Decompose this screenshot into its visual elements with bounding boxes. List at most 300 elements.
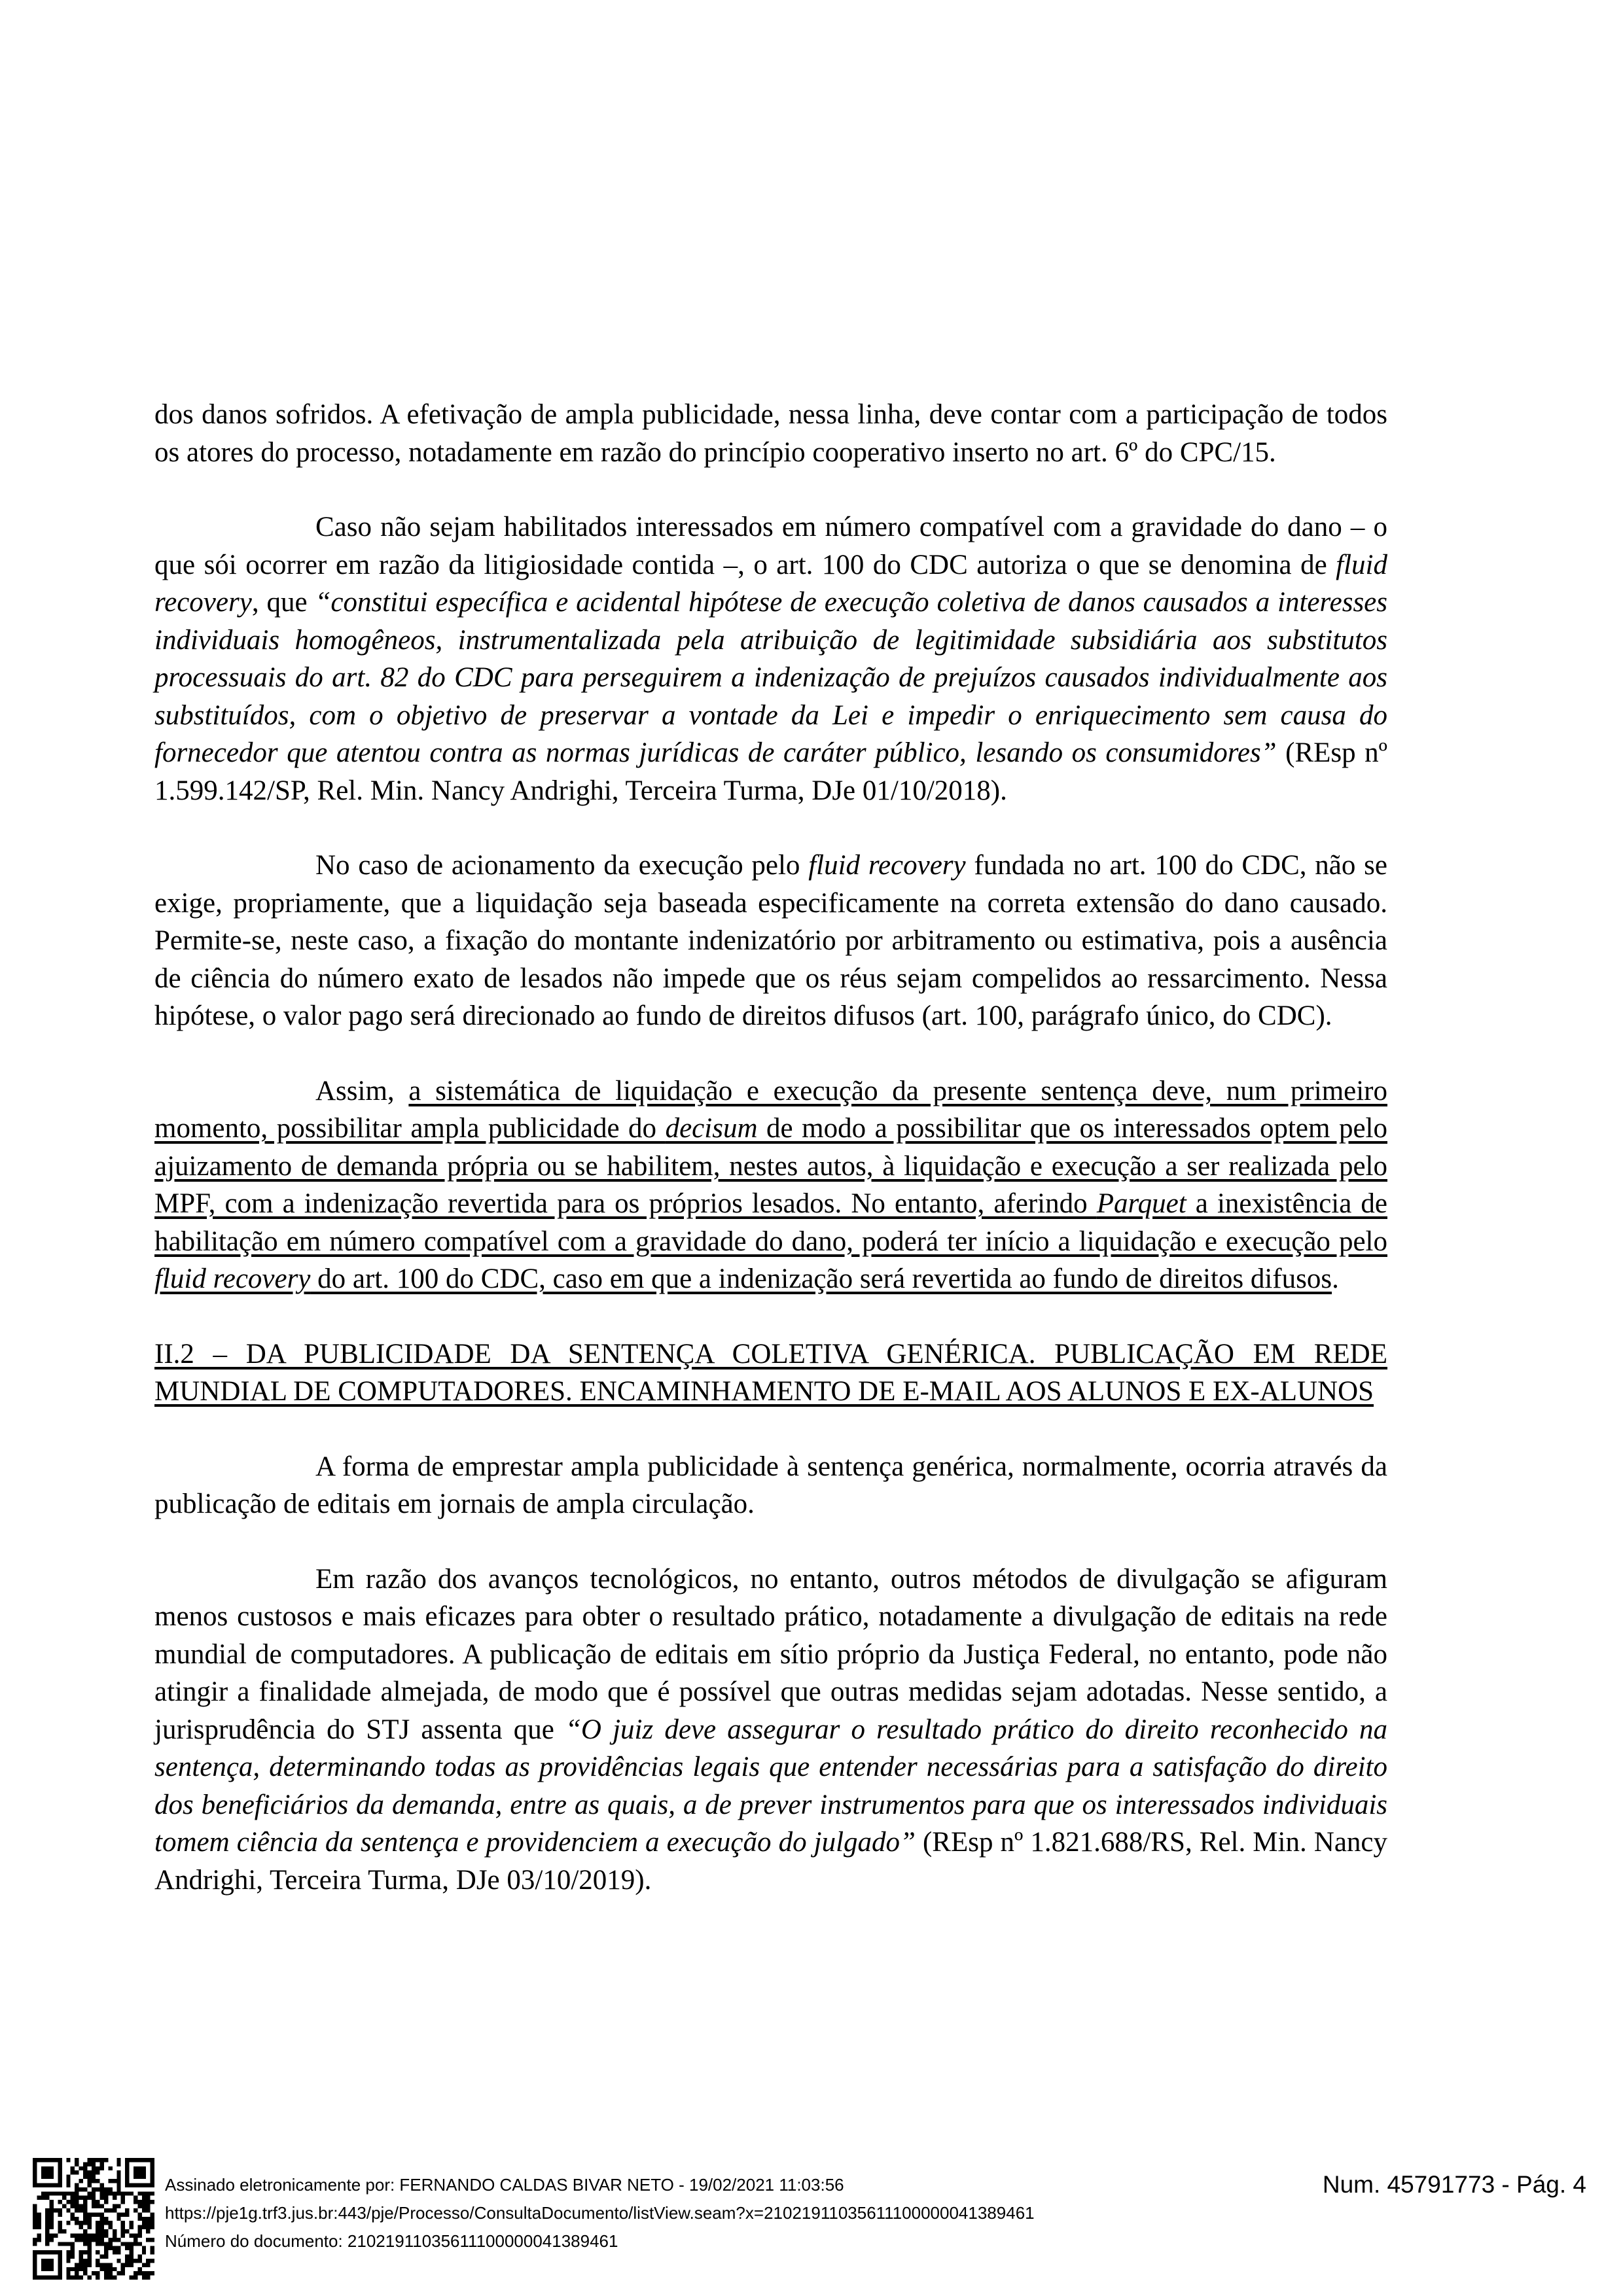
qr-module (62, 2196, 66, 2200)
qr-module (130, 2276, 134, 2280)
qr-module (142, 2191, 146, 2195)
qr-module (87, 2246, 91, 2250)
qr-module (137, 2233, 141, 2237)
qr-module (83, 2200, 87, 2204)
qr-module (66, 2250, 70, 2254)
qr-module (100, 2158, 104, 2162)
qr-module (137, 2242, 141, 2246)
qr-module (96, 2166, 99, 2170)
qr-module (134, 2233, 137, 2237)
qr-module (79, 2267, 83, 2271)
qr-module (75, 2276, 79, 2280)
qr-module (75, 2158, 79, 2162)
qr-module (62, 2191, 66, 2195)
qr-module (71, 2204, 75, 2208)
p4-text-a: Assim, (315, 1075, 409, 1106)
qr-module (96, 2250, 99, 2254)
qr-module (113, 2250, 116, 2254)
qr-module (96, 2179, 99, 2183)
qr-module (108, 2179, 112, 2183)
qr-module (75, 2162, 79, 2166)
qr-module (113, 2208, 116, 2212)
qr-module (100, 2196, 104, 2200)
qr-module (116, 2259, 120, 2263)
qr-module (134, 2200, 137, 2204)
qr-module (137, 2200, 141, 2204)
qr-module (151, 2225, 154, 2229)
qr-module (79, 2208, 83, 2212)
qr-module (50, 2204, 54, 2208)
qr-module (100, 2204, 104, 2208)
qr-module (130, 2246, 134, 2250)
qr-module (113, 2246, 116, 2250)
qr-module (108, 2267, 112, 2271)
qr-module (125, 2242, 129, 2246)
p2-text-c: , que (251, 587, 315, 618)
qr-module (142, 2204, 146, 2208)
qr-module (146, 2263, 150, 2267)
qr-module (87, 2250, 91, 2254)
qr-module (75, 2271, 79, 2275)
qr-module (45, 2238, 49, 2242)
qr-module (79, 2187, 83, 2191)
qr-module (50, 2221, 54, 2225)
qr-module (151, 2238, 154, 2242)
qr-module (92, 2162, 96, 2166)
paragraph-6 (154, 1561, 1387, 1899)
qr-module (66, 2183, 70, 2187)
qr-module (75, 2170, 79, 2174)
qr-module (71, 2217, 75, 2221)
qr-module (54, 2208, 58, 2212)
qr-module (87, 2255, 91, 2259)
qr-module (104, 2208, 108, 2212)
qr-module (121, 2229, 125, 2233)
qr-module (37, 2233, 41, 2237)
qr-module (100, 2212, 104, 2216)
qr-module (66, 2208, 70, 2212)
qr-module (100, 2191, 104, 2195)
qr-module (137, 2191, 141, 2195)
qr-module (54, 2233, 58, 2237)
qr-module (100, 2242, 104, 2246)
qr-module (121, 2263, 125, 2267)
qr-module (92, 2166, 96, 2170)
qr-module (87, 2242, 91, 2246)
qr-module (79, 2263, 83, 2267)
qr-module (116, 2238, 120, 2242)
qr-module (83, 2162, 87, 2166)
qr-module (66, 2158, 70, 2162)
qr-module (87, 2196, 91, 2200)
qr-module (83, 2242, 87, 2246)
qr-module (87, 2233, 91, 2237)
qr-module (96, 2238, 99, 2242)
qr-module (125, 2212, 129, 2216)
qr-module (96, 2242, 99, 2246)
qr-module (83, 2267, 87, 2271)
qr-module (33, 2225, 37, 2229)
qr-module (121, 2233, 125, 2237)
qr-module (108, 2246, 112, 2250)
qr-module (41, 2196, 45, 2200)
qr-module (50, 2200, 54, 2204)
qr-module (100, 2221, 104, 2225)
qr-module (45, 2233, 49, 2237)
qr-module (75, 2196, 79, 2200)
qr-module (134, 2271, 137, 2275)
p3-text-c: fundada no art. 100 do CDC, não se exige, propriamente, que a liquidação seja baseada especificamente na correta extensão do dano causado. Permite-se, neste caso, a fixação do montante indenizatório por arbitramento ou estimativa, pois a ausência de ciência do número exato de lesados não impede que os réus sejam compelidos ao ressarcimento. Nessa hipótese, o valor pago será direcionado ao fundo de direitos difusos (art. 100, parágrafo único, do CDC). (154, 850, 1387, 1031)
qr-module (79, 2225, 83, 2229)
qr-module (58, 2242, 62, 2246)
qr-module (87, 2162, 91, 2166)
qr-module (87, 2225, 91, 2229)
document-number: Número do documento: 21021911035611100000041389461 (165, 2231, 618, 2251)
qr-module (83, 2196, 87, 2200)
qr-module (75, 2263, 79, 2267)
qr-module (121, 2271, 125, 2275)
qr-module (137, 2204, 141, 2208)
qr-module (142, 2246, 146, 2250)
qr-module (108, 2263, 112, 2267)
qr-module (116, 2217, 120, 2221)
qr-module (66, 2259, 70, 2263)
qr-module (104, 2196, 108, 2200)
p4-underlined-d: de modo a possibilitar que os interessados optem pelo ajuizamento de demanda própria ou se habilitem, nestes autos, à liquidação e execução a ser realizada pelo MPF, com a indenização revertida para os próprios lesados. No entanto, aferindo (154, 1113, 1387, 1219)
qr-module (146, 2200, 150, 2204)
qr-module (125, 2191, 129, 2195)
qr-module (71, 2250, 75, 2254)
p2-citation: (REsp nº 1.599.142/SP, Rel. Min. Nancy Andrighi, Terceira Turma, DJe 01/10/2018). (154, 737, 1387, 806)
qr-module (134, 2276, 137, 2280)
qr-module (92, 2158, 96, 2162)
qr-module (113, 2267, 116, 2271)
qr-module (137, 2271, 141, 2275)
qr-module (96, 2259, 99, 2263)
qr-module (108, 2191, 112, 2195)
qr-module (92, 2196, 96, 2200)
qr-module (83, 2208, 87, 2212)
qr-module (151, 2246, 154, 2250)
qr-module (151, 2217, 154, 2221)
qr-module (83, 2175, 87, 2179)
qr-module (71, 2242, 75, 2246)
qr-module (104, 2246, 108, 2250)
qr-module (108, 2221, 112, 2225)
qr-module (58, 2225, 62, 2229)
qr-module (121, 2242, 125, 2246)
qr-module (79, 2259, 83, 2263)
qr-module (113, 2204, 116, 2208)
qr-module (83, 2166, 87, 2170)
paragraph-3 (154, 847, 1387, 1035)
qr-module (116, 2204, 120, 2208)
qr-module (104, 2221, 108, 2225)
qr-module (108, 2271, 112, 2275)
qr-module (71, 2276, 75, 2280)
qr-module (100, 2183, 104, 2187)
qr-module (92, 2204, 96, 2208)
qr-module (100, 2166, 104, 2170)
qr-module (92, 2200, 96, 2204)
qr-module (79, 2276, 83, 2280)
qr-module (79, 2238, 83, 2242)
qr-module (104, 2255, 108, 2259)
qr-module (125, 2259, 129, 2263)
qr-module (142, 2221, 146, 2225)
qr-module (130, 2191, 134, 2195)
qr-module (87, 2170, 91, 2174)
qr-module (66, 2175, 70, 2179)
qr-module (146, 2276, 150, 2280)
p4-underlined-h: do art. 100 do CDC, caso em que a indenização será revertida ao fundo de direitos difusos (310, 1263, 1332, 1294)
qr-module (104, 2229, 108, 2233)
qr-module (33, 2221, 37, 2225)
qr-module (62, 2229, 66, 2233)
qr-module (130, 2242, 134, 2246)
qr-module (92, 2187, 96, 2191)
qr-module (104, 2217, 108, 2221)
qr-module (79, 2179, 83, 2183)
qr-module (100, 2225, 104, 2229)
qr-module (142, 2250, 146, 2254)
qr-module (87, 2175, 91, 2179)
qr-module (83, 2263, 87, 2267)
qr-module (79, 2250, 83, 2254)
qr-module (130, 2233, 134, 2237)
qr-module (146, 2196, 150, 2200)
signature-footer (165, 2171, 1035, 2255)
qr-module (116, 2271, 120, 2275)
qr-module (33, 2208, 37, 2212)
qr-module (83, 2187, 87, 2191)
p2-fluid-recovery: fluid recovery (154, 549, 1387, 618)
qr-module (142, 2225, 146, 2229)
qr-module (37, 2238, 41, 2242)
qr-code-icon (33, 2158, 154, 2280)
qr-module (87, 2217, 91, 2221)
qr-module (104, 2276, 108, 2280)
qr-module (130, 2263, 134, 2267)
qr-module (151, 2259, 154, 2263)
qr-module (87, 2238, 91, 2242)
qr-module (96, 2229, 99, 2233)
qr-module (113, 2196, 116, 2200)
qr-module (96, 2263, 99, 2267)
qr-module (45, 2196, 49, 2200)
qr-module (121, 2267, 125, 2271)
qr-module (66, 2271, 70, 2275)
qr-module (33, 2217, 37, 2221)
qr-module (113, 2229, 116, 2233)
qr-module (113, 2276, 116, 2280)
qr-module (45, 2225, 49, 2229)
qr-module (71, 2255, 75, 2259)
section-heading-text: II.2 – DA PUBLICIDADE DA SENTENÇA COLETIVA GENÉRICA. PUBLICAÇÃO EM REDE MUNDIAL DE COMPUTADORES. ENCAMINHAMENTO DE E-MAIL AOS ALUNOS E EX-ALUNOS (154, 1338, 1387, 1407)
qr-module (92, 2238, 96, 2242)
qr-module (66, 2255, 70, 2259)
qr-module (121, 2212, 125, 2216)
qr-module (108, 2276, 112, 2280)
paragraph-2 (154, 508, 1387, 809)
qr-module (121, 2221, 125, 2225)
qr-module (146, 2225, 150, 2229)
qr-module (83, 2221, 87, 2225)
qr-module (134, 2196, 137, 2200)
p2-quote: “constitui específica e acidental hipótese de execução coletiva de danos causados a interesses individuais homogêneos, instrumentalizada pela atribuição de legitimidade subsidiária aos substitutos processuais do art. 82 do CDC para perseguirem a indenização de prejuízos causados individualmente aos substituídos, com o objetivo de preservar a vontade da Lei e impedir o enriquecimento sem causa do fornecedor que atentou contra as normas jurídicas de caráter público, lesando os consumidores” (154, 587, 1387, 768)
qr-module (87, 2179, 91, 2183)
qr-module (134, 2238, 137, 2242)
qr-module (116, 2250, 120, 2254)
qr-module (125, 2208, 129, 2212)
qr-module (96, 2200, 99, 2204)
qr-module (79, 2166, 83, 2170)
qr-module (83, 2250, 87, 2254)
qr-module (71, 2166, 75, 2170)
qr-module (108, 2225, 112, 2229)
qr-module (130, 2250, 134, 2254)
qr-module (50, 2217, 54, 2221)
qr-module (66, 2242, 70, 2246)
qr-module (50, 2208, 54, 2212)
qr-module (79, 2221, 83, 2225)
qr-module (83, 2212, 87, 2216)
qr-module (83, 2204, 87, 2208)
qr-module (50, 2225, 54, 2229)
qr-module (92, 2179, 96, 2183)
qr-module (75, 2238, 79, 2242)
qr-module (79, 2196, 83, 2200)
qr-module (75, 2200, 79, 2204)
qr-module (130, 2225, 134, 2229)
qr-module (50, 2233, 54, 2237)
qr-module (116, 2162, 120, 2166)
qr-module (87, 2263, 91, 2267)
qr-module (92, 2271, 96, 2275)
page-reference: Num. 45791773 - Pág. 4 (1322, 2171, 1586, 2198)
qr-module (45, 2221, 49, 2225)
qr-module (62, 2242, 66, 2246)
p4-decisum: decisum (665, 1113, 758, 1144)
qr-module (121, 2196, 125, 2200)
qr-module (100, 2255, 104, 2259)
qr-module (58, 2229, 62, 2233)
qr-module (71, 2170, 75, 2174)
p3-text-a: No caso de acionamento da execução pelo (315, 850, 809, 881)
qr-module (87, 2259, 91, 2263)
qr-module (142, 2196, 146, 2200)
qr-module (92, 2191, 96, 2195)
qr-module (83, 2229, 87, 2233)
qr-module (66, 2221, 70, 2225)
qr-module (50, 2212, 54, 2216)
qr-module (96, 2170, 99, 2174)
document-body (154, 396, 1387, 1899)
qr-module (104, 2267, 108, 2271)
qr-module (108, 2208, 112, 2212)
qr-module (45, 2217, 49, 2221)
qr-module (137, 2267, 141, 2271)
qr-module (83, 2238, 87, 2242)
qr-module (79, 2255, 83, 2259)
qr-module (116, 2170, 120, 2174)
qr-module (100, 2267, 104, 2271)
qr-module (146, 2191, 150, 2195)
qr-module (100, 2217, 104, 2221)
qr-module (151, 2221, 154, 2225)
qr-module (142, 2208, 146, 2212)
qr-module (125, 2263, 129, 2267)
qr-module (108, 2166, 112, 2170)
qr-module (130, 2255, 134, 2259)
p6-text-a: Em razão dos avanços tecnológicos, no entanto, outros métodos de divulgação se afiguram menos custosos e mais eficazes para obter o resultado prático, notadamente a divulgação de editais na rede mundial de computadores. A publicação de editais em sítio próprio da Justiça Federal, no entanto, pode não atingir a finalidade almejada, de modo que é possível que outras medidas sejam adotadas. Nesse sentido, a jurisprudência do STJ assenta que (154, 1563, 1387, 1745)
qr-module (113, 2233, 116, 2237)
section-heading (154, 1335, 1387, 1411)
qr-module (121, 2191, 125, 2195)
qr-module (37, 2225, 41, 2229)
qr-module (113, 2238, 116, 2242)
qr-module (113, 2179, 116, 2183)
qr-module (146, 2221, 150, 2225)
qr-module (75, 2267, 79, 2271)
qr-module (116, 2212, 120, 2216)
document-url[interactable]: https://pje1g.trf3.jus.br:443/pje/Processo/ConsultaDocumento/listView.seam?x=21021911035611100000041389461 (165, 2203, 1035, 2223)
qr-module (104, 2233, 108, 2237)
qr-module (92, 2170, 96, 2174)
qr-module (146, 2208, 150, 2212)
qr-module (45, 2208, 49, 2212)
qr-module (151, 2271, 154, 2275)
qr-module (100, 2233, 104, 2237)
qr-module (75, 2191, 79, 2195)
qr-module (96, 2271, 99, 2275)
qr-module (66, 2200, 70, 2204)
qr-module (137, 2259, 141, 2263)
qr-module (151, 2200, 154, 2204)
qr-module (58, 2200, 62, 2204)
qr-module (104, 2242, 108, 2246)
qr-module (66, 2179, 70, 2183)
qr-module (96, 2204, 99, 2208)
qr-module (104, 2158, 108, 2162)
qr-module (108, 2238, 112, 2242)
qr-module (104, 2250, 108, 2254)
qr-module (142, 2217, 146, 2221)
qr-module (66, 2267, 70, 2271)
qr-module (125, 2246, 129, 2250)
qr-module (142, 2276, 146, 2280)
qr-module (100, 2238, 104, 2242)
qr-module (108, 2242, 112, 2246)
paragraph-1: dos danos sofridos. A efetivação de ampla publicidade, nessa linha, deve contar com a participação de todos os atores do processo, notadamente em razão do princípio cooperativo inserto no art. 6º do CPC/15. (154, 399, 1387, 468)
qr-module (75, 2183, 79, 2187)
qr-module (116, 2175, 120, 2179)
qr-module (113, 2191, 116, 2195)
qr-module (58, 2221, 62, 2225)
qr-module (45, 2242, 49, 2246)
p4-underlined-f: a inexistência de habilitação em número compatível com a gravidade do dano, poderá ter início a liquidação e execução pelo (154, 1188, 1387, 1257)
qr-module (137, 2255, 141, 2259)
qr-module (92, 2233, 96, 2237)
qr-module (75, 2233, 79, 2237)
qr-module (92, 2175, 96, 2179)
qr-module (151, 2212, 154, 2216)
qr-module (87, 2191, 91, 2195)
qr-module (108, 2187, 112, 2191)
qr-module (151, 2250, 154, 2254)
p6-quote: “O juiz deve assegurar o resultado prático do direito reconhecido na sentença, determinando todas as providências legais que entender necessárias para a satisfação do direito dos beneficiários da demanda, entre as quais, a de prever instrumentos para que os interessados individuais tomem ciência da sentença e providenciem a execução do julgado” (154, 1714, 1387, 1858)
qr-module (146, 2238, 150, 2242)
